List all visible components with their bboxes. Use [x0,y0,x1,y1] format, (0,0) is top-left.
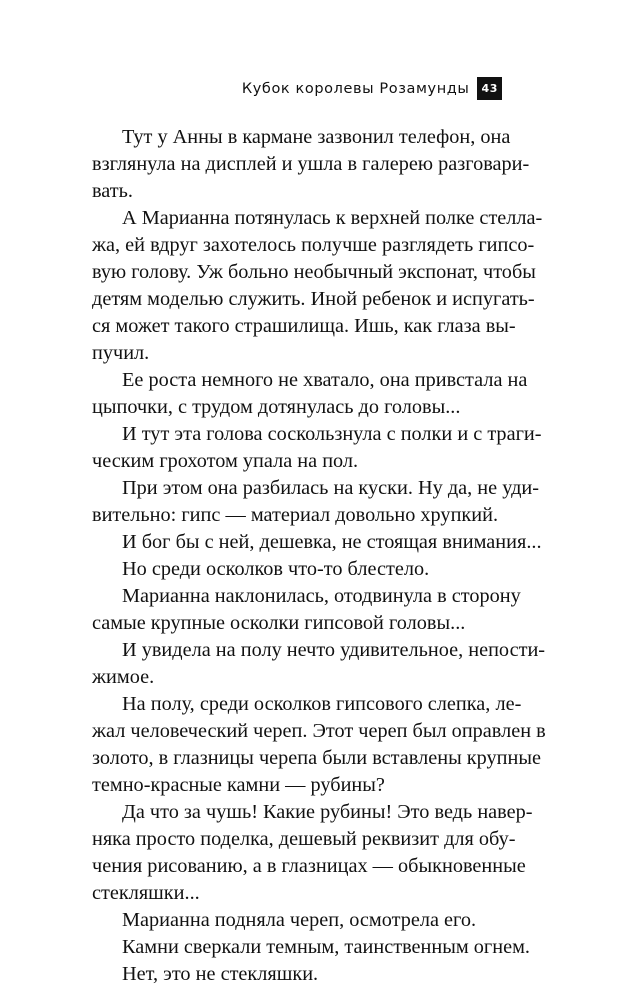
text-line: На полу, среди осколков гипсового слепка, ле- [122,693,522,715]
running-header [242,77,502,100]
text-line: И бог бы с ней, дешевка, не стоящая внимания... [122,531,542,553]
text-line: темно-красные камни — рубины? [92,774,385,796]
text-line: Камни сверкали темным, таинственным огнем. [122,936,531,958]
text-line: цыпочки, с трудом дотянулась до головы... [92,396,461,418]
text-line: жал человеческий череп. Этот череп был оправлен в [92,720,546,742]
text-line: чения рисованию, а в глазницах — обыкновенные [92,855,526,877]
text-line: жимое. [92,666,155,688]
text-line: взглянула на дисплей и ушла в галерею разговари- [92,153,530,175]
text-line: вительно: гипс — материал довольно хрупкий. [92,504,499,526]
text-line: Но среди осколков что-то блестело. [122,558,430,580]
text-line: Марианна наклонилась, отодвинула в сторону [122,585,521,607]
text-line: Марианна подняла череп, осмотрела его. [122,909,477,931]
text-line: Ее роста немного не хватало, она привстала на [122,369,528,391]
text-line: няка просто поделка, дешевый реквизит для обу- [92,828,516,850]
running-title: Кубок королевы Розамунды [241,80,470,97]
page-number: 43 [477,77,502,100]
text-line: самые крупные осколки гипсовой головы... [92,612,466,634]
text-line: ческим грохотом упала на пол. [92,450,359,472]
text-line: пучил. [92,342,150,364]
text-line: ся может такого страшилища. Ишь, как глаза вы- [92,315,516,337]
text-line: вать. [92,180,133,202]
text-line: И увидела на полу нечто удивительное, непости- [122,639,546,661]
text-line: детям моделью служить. Иной ребенок и испугать- [92,288,535,310]
text-line: При этом она разбилась на куски. Ну да, не уди- [122,477,540,499]
text-line: Нет, это не стекляшки. [122,963,319,985]
text-line: Тут у Анны в кармане зазвонил телефон, она [122,126,511,148]
body-text [92,124,546,988]
text-line: стекляшки... [92,882,200,904]
text-line: золото, в глазницы черепа были вставлены крупные [92,747,541,769]
text-line: А Марианна потянулась к верхней полке стелла- [122,207,543,229]
text-line: И тут эта голова соскользнула с полки и с траги- [122,423,542,445]
text-line: вую голову. Уж больно необычный экспонат, чтобы [92,261,536,283]
text-line: жа, ей вдруг захотелось получше разглядеть гипсо- [92,234,535,256]
text-line: Да что за чушь! Какие рубины! Это ведь навер- [122,801,533,823]
